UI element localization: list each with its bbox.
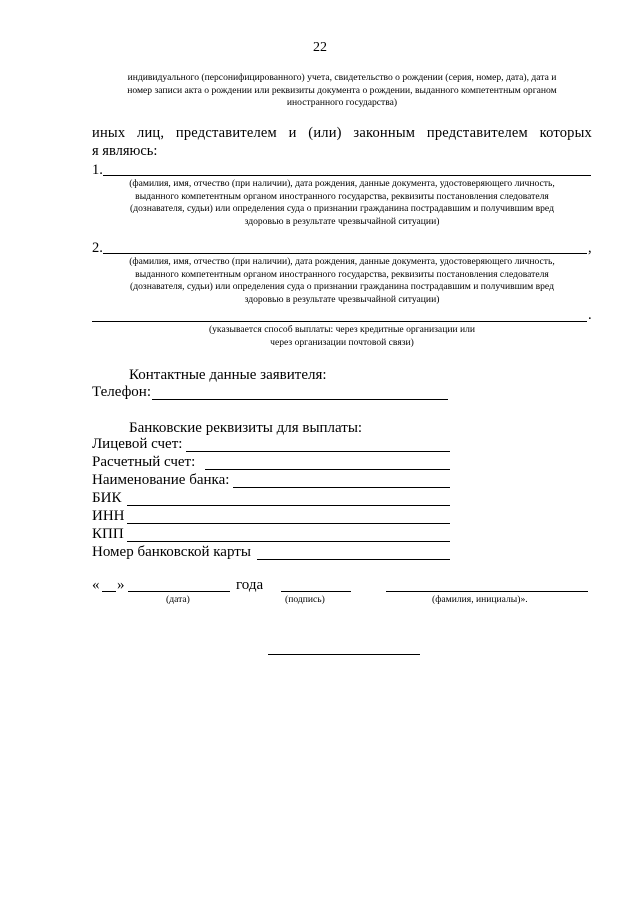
- item-2-field[interactable]: [103, 253, 587, 254]
- bik-field[interactable]: [127, 505, 450, 506]
- bank-name-field[interactable]: [233, 487, 450, 488]
- bank-field-label: Расчетный счет:: [92, 454, 196, 470]
- phone-label: Телефон:: [92, 384, 151, 400]
- payment-method-field[interactable]: [92, 321, 587, 322]
- signature-field[interactable]: [281, 591, 351, 592]
- paragraph-line-1: иных лиц, представителем и (или) законным представителем которых: [92, 125, 592, 141]
- paragraph-line-2: я являюсь:: [92, 143, 158, 159]
- phone-field[interactable]: [152, 399, 448, 400]
- bank-title: Банковские реквизиты для выплаты:: [129, 420, 363, 436]
- note-line: выданного компетентным органом иностранного государства, реквизиты постановления следователя: [135, 268, 549, 280]
- item-1-field[interactable]: [103, 175, 591, 176]
- date-caption: (дата): [166, 594, 190, 605]
- note-line: через организации почтовой связи): [270, 336, 414, 348]
- item-2-comma: ,: [588, 240, 592, 256]
- note-line: (фамилия, имя, отчество (при наличии), дата рождения, данные документа, удостоверяющего личность,: [129, 178, 555, 189]
- top-note-line: индивидуального (персонифицированного) учета, свидетельство о рождении (серия, номер, дата), дата и: [127, 72, 557, 83]
- payment-note: [92, 324, 592, 349]
- date-month-field[interactable]: [128, 591, 230, 592]
- bank-field-label: ИНН: [92, 508, 125, 524]
- item-2-number: 2.: [92, 240, 103, 256]
- note-line: здоровью в результате чрезвычайной ситуации): [244, 215, 440, 227]
- date-day-field[interactable]: [102, 591, 116, 592]
- top-note-line: номер записи акта о рождении или реквизиты документа о рождении, выданного компетентным органом: [127, 84, 557, 96]
- inn-field[interactable]: [127, 523, 450, 524]
- note-line: (фамилия, имя, отчество (при наличии), дата рождения, данные документа, удостоверяющего личность,: [129, 256, 555, 267]
- date-close-quote: »: [117, 577, 125, 593]
- note-line: (дознавателя, судьи) или определения суда о признании гражданина пострадавшим и получившим вред: [130, 203, 554, 214]
- note-line: выданного компетентным органом иностранного государства, реквизиты постановления следователя: [135, 190, 549, 202]
- item-1-note: [92, 178, 592, 228]
- kpp-field[interactable]: [127, 541, 450, 542]
- bank-field-label: Наименование банка:: [92, 472, 230, 488]
- bank-field-label: КПП: [92, 526, 124, 542]
- bank-field-label: Лицевой счет:: [92, 436, 183, 452]
- signature-caption: (подпись): [285, 594, 325, 605]
- note-line: (дознавателя, судьи) или определения суда о признании гражданина пострадавшим и получившим вред: [130, 281, 554, 292]
- name-caption: (фамилия, инициалы)».: [432, 594, 528, 605]
- contacts-title: Контактные данные заявителя:: [129, 367, 327, 383]
- bank-card-field[interactable]: [257, 559, 450, 560]
- top-note-line: иностранного государства): [286, 97, 398, 108]
- item-1-number: 1.: [92, 162, 103, 178]
- closing-divider: [268, 654, 420, 655]
- item-2-note: [92, 256, 592, 306]
- year-word: года: [236, 577, 264, 593]
- personal-account-field[interactable]: [186, 451, 450, 452]
- bank-field-label: Номер банковской карты: [92, 544, 251, 560]
- top-note: [92, 72, 592, 110]
- date-open-quote: «: [92, 577, 100, 593]
- name-field[interactable]: [386, 591, 588, 592]
- note-line: здоровью в результате чрезвычайной ситуации): [244, 293, 440, 305]
- payment-dot: .: [588, 307, 592, 323]
- bank-field-label: БИК: [92, 490, 122, 506]
- page-number: 22: [313, 40, 327, 55]
- settlement-account-field[interactable]: [205, 469, 450, 470]
- note-line: (указывается способ выплаты: через кредитные организации или: [208, 324, 476, 335]
